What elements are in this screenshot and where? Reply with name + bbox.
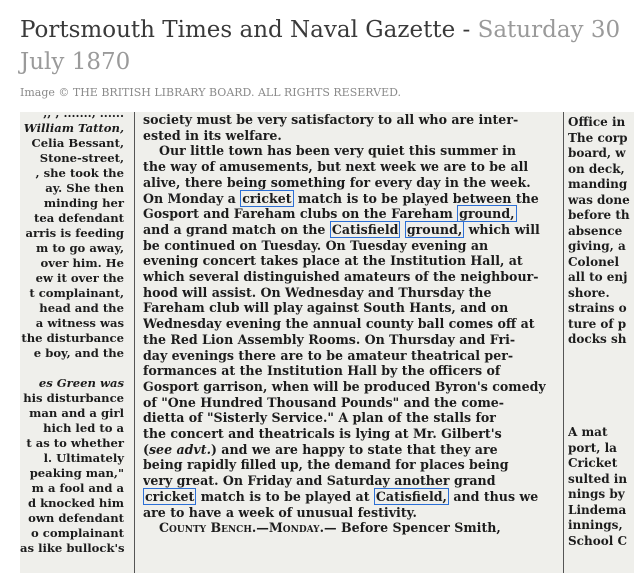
- right-line: School C: [568, 533, 627, 548]
- left-italic-name: es Green was: [38, 376, 124, 390]
- article-line: Our little town has been very quiet this summer in: [159, 143, 517, 159]
- article-line: Wednesday evening the annual county ball comes off at: [143, 316, 535, 332]
- search-highlight: ground,: [406, 221, 463, 237]
- article-line: [143, 222, 558, 238]
- left-line: m to go away,: [36, 241, 124, 255]
- left-line: tea defendant: [34, 211, 124, 225]
- right-line: absence: [568, 223, 623, 238]
- text-run: and thus we: [448, 488, 539, 504]
- article-line: are to have a week of unusual festivity.: [143, 504, 417, 520]
- search-highlight: cricket: [145, 488, 195, 504]
- article-line: be continued on Tuesday. On Tuesday evening an: [143, 237, 489, 253]
- left-line: d knocked him: [27, 496, 124, 510]
- article-line: hood will assist. On Wednesday and Thursday the: [143, 284, 492, 300]
- article-line: day evenings there are to be amateur theatrical per-: [143, 347, 514, 363]
- left-line: own defendant: [28, 511, 124, 525]
- right-line: [568, 410, 634, 426]
- right-line: [568, 394, 634, 410]
- article-line: being rapidly filled up, the demand for places being: [143, 457, 509, 473]
- search-highlight: Catisfield,: [375, 488, 447, 504]
- column-rule: [134, 112, 135, 573]
- right-line: [568, 363, 634, 379]
- article-line: of "One Hundred Thousand Pounds" and the come-: [143, 394, 505, 410]
- left-line: m a fool and a: [31, 481, 124, 495]
- text-run: match is to be played between the: [293, 190, 539, 206]
- search-highlight: ground,: [459, 206, 515, 222]
- right-line: board, w: [568, 146, 626, 160]
- title-date: Saturday 30 July 1870: [20, 17, 621, 75]
- title-main: Portsmouth Times and Naval Gazette -: [20, 17, 478, 43]
- right-line: Colonel: [568, 254, 620, 269]
- right-line: giving, a: [568, 239, 626, 253]
- left-line: Celia Bessant,: [31, 136, 124, 150]
- left-line: t complainant,: [29, 286, 124, 300]
- right-line: Office in: [568, 115, 626, 129]
- article-line: formances at the Institution Hall by the officers of: [143, 363, 501, 379]
- left-line: t as to whether: [26, 436, 124, 450]
- right-line: A mat: [568, 425, 608, 439]
- page-title: [20, 14, 625, 78]
- left-line: over him. He: [40, 256, 124, 270]
- left-line: , she took the: [35, 166, 124, 180]
- left-line: arris is feeding: [25, 226, 124, 240]
- right-line: Lindema: [568, 502, 627, 517]
- right-line: nings by: [568, 487, 625, 501]
- right-line: manding: [568, 177, 628, 191]
- article-line: [143, 442, 558, 458]
- left-line: ay. She then: [45, 181, 124, 195]
- newspaper-scan: [20, 112, 634, 573]
- left-line: e boy, and the: [33, 346, 124, 360]
- article-line: the concert and theatricals is lying at Mr. Gilbert's: [143, 426, 502, 442]
- article-line: [143, 191, 558, 207]
- right-line: strains o: [568, 301, 627, 315]
- article-line: the way of amusements, but next week we are to be all: [143, 159, 529, 175]
- article-line: [143, 206, 558, 222]
- right-column: [568, 115, 634, 573]
- left-line: head and the: [39, 301, 124, 315]
- left-line: William Tatton,: [23, 121, 124, 135]
- article-line: dietta of "Sisterly Service." A plan of the stalls for: [143, 410, 496, 426]
- text-run: ) and we are happy to state that they are: [210, 441, 498, 457]
- right-line: docks sh: [568, 332, 627, 346]
- article-column: [143, 112, 558, 573]
- left-line: [20, 361, 126, 376]
- article-line: [143, 489, 558, 505]
- article-line: which several distinguished amateurs of the neighbour-: [143, 269, 539, 285]
- right-line: shore.: [568, 285, 610, 300]
- left-line: a witness was: [35, 316, 124, 330]
- right-line: [568, 379, 634, 395]
- article-line: evening concert takes place at the Institution Hall, at: [143, 253, 523, 269]
- right-line: on deck,: [568, 161, 625, 176]
- text-run: Gosport and Fareham clubs on the Fareham: [143, 206, 458, 222]
- right-line: innings,: [568, 518, 623, 532]
- left-line: [20, 376, 126, 391]
- left-line: minding her: [43, 196, 124, 210]
- text-run: — Before Spencer Smith,: [323, 520, 501, 536]
- right-line: Cricket: [568, 456, 618, 470]
- text-run: (: [143, 441, 149, 457]
- right-line: all to enj: [568, 270, 628, 284]
- article-line: Gosport garrison, when will be produced Byron's comedy: [143, 378, 546, 394]
- text-run: see advt.: [148, 441, 211, 457]
- text-run: which will: [464, 221, 540, 237]
- left-line: o complainant: [31, 526, 124, 540]
- search-highlight: cricket: [242, 190, 292, 206]
- right-line: ture of p: [568, 316, 627, 331]
- article-line: Fareham club will play against South Hants, and on: [143, 300, 509, 316]
- article-line: [143, 520, 558, 536]
- article-line: ested in its welfare.: [143, 127, 282, 143]
- column-rule: [563, 112, 564, 573]
- text-run: and a grand match on the: [143, 221, 330, 237]
- left-line: ew it over the: [35, 271, 124, 285]
- article-line: very great. On Friday and Saturday another grand: [143, 473, 496, 489]
- left-line: man and a girl: [29, 406, 124, 420]
- right-line: The corp: [568, 130, 628, 145]
- left-line: his disturbance: [23, 391, 124, 405]
- left-line: the disturbance: [21, 331, 124, 345]
- text-run: County Bench.—Monday.: [159, 520, 324, 536]
- left-column: [20, 112, 126, 567]
- right-line: was done: [568, 192, 630, 207]
- right-line: [568, 348, 634, 364]
- left-line: hich led to a: [43, 421, 124, 435]
- left-line: Stone-street,: [39, 151, 124, 165]
- text-run: On Monday a: [143, 190, 241, 206]
- image-credit: Image © THE BRITISH LIBRARY BOARD. ALL RIGHTS RESERVED.: [20, 86, 402, 99]
- article-line: society must be very satisfactory to all who are inter-: [143, 112, 519, 127]
- search-highlight: Catisfield: [331, 221, 399, 237]
- text-run: match is to be played at: [196, 488, 374, 504]
- left-line: as like bullock's: [20, 541, 125, 555]
- article-line: the Red Lion Assembly Rooms. On Thursday and Fri-: [143, 331, 516, 347]
- article-line: alive, there being something for every day in the week.: [143, 174, 531, 190]
- right-line: sulted in: [568, 471, 628, 486]
- left-line: l. Ultimately: [43, 451, 124, 465]
- left-line: ,, , ......., ......: [43, 112, 124, 120]
- right-line: port, la: [568, 440, 617, 455]
- left-line: peaking man,": [29, 466, 124, 480]
- right-line: before th: [568, 208, 630, 222]
